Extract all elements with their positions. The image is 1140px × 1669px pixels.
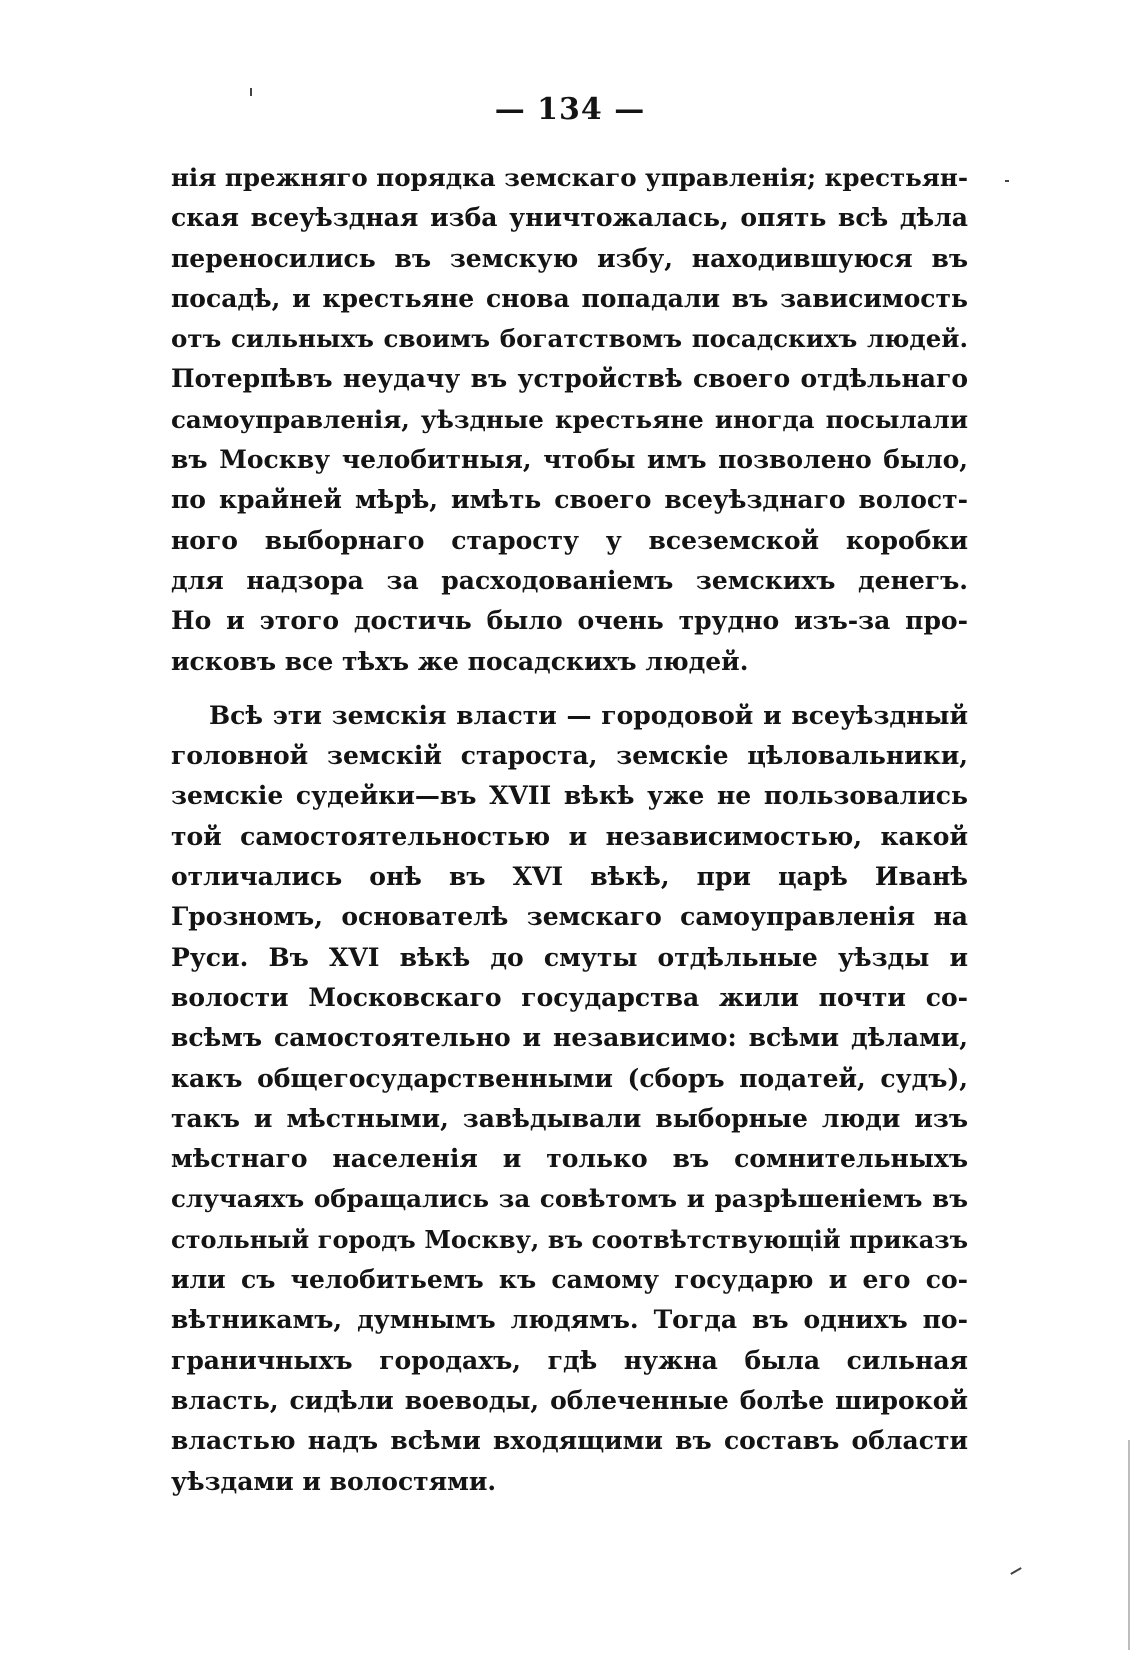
paragraph-2 — [171, 696, 968, 1502]
page-number: — 134 — — [494, 92, 646, 127]
text-line: отъ сильныхъ своимъ богатствомъ посадскихъ людей. — [171, 324, 968, 354]
text-line: Грозномъ, основателѣ земскаго самоуправленія на — [171, 902, 968, 932]
text-line: Руси. Въ XVI вѣкѣ до смуты отдѣльные уѣзды и — [171, 942, 968, 972]
text-line: случаяхъ обращались за совѣтомъ и разрѣшеніемъ въ — [171, 1184, 968, 1214]
text-line: той самостоятельностью и независимостью, какой — [171, 821, 968, 851]
text-line: самоуправленія, уѣздные крестьяне иногда посылали — [171, 404, 968, 434]
text-line: Но и этого достичь было очень трудно изъ-за про- — [171, 606, 968, 636]
text-line: ного выборнаго старосту у всеземской коробки — [171, 525, 968, 555]
paragraph-1 — [171, 158, 968, 682]
text-line: переносились въ земскую избу, находившуюся въ — [171, 243, 968, 273]
scan-speck — [1010, 1567, 1021, 1575]
text-line: уѣздами и волостями. — [171, 1466, 497, 1496]
text-line: нія прежняго порядка земскаго управленія; крестьян- — [171, 163, 968, 192]
paragraph-gap — [171, 682, 968, 696]
text-line: какъ общегосударственными (сборъ податей, судъ), — [171, 1063, 968, 1093]
text-line: властью надъ всѣми входящими въ составъ области — [171, 1426, 968, 1456]
text-line: власть, сидѣли воеводы, облеченные болѣе широкой — [171, 1385, 968, 1415]
text-line: земскіе судейки—въ XVII вѣкѣ уже не пользовались — [171, 781, 968, 811]
scan-speck — [1005, 180, 1009, 182]
text-line: граничныхъ городахъ, гдѣ нужна была сильная — [171, 1345, 968, 1375]
text-line: отличались онѣ въ XVI вѣкѣ, при царѣ Иванѣ — [171, 862, 968, 892]
text-line: стольный городъ Москву, въ соотвѣтствующій приказъ — [171, 1224, 968, 1254]
text-line: волости Московскаго государства жили почти со- — [171, 982, 968, 1012]
text-line: Потерпѣвъ неудачу въ устройствѣ своего отдѣльнаго — [171, 364, 968, 394]
text-line: такъ и мѣстными, завѣдывали выборные люди изъ — [171, 1103, 968, 1133]
scan-speck — [250, 88, 252, 96]
text-line: для надзора за расходованіемъ земскихъ денегъ. — [171, 565, 968, 595]
body-text — [171, 158, 968, 1502]
text-line: по крайней мѣрѣ, имѣть своего всеуѣзднаго волост- — [171, 485, 968, 515]
text-line: въ Москву челобитныя, чтобы имъ позволено было, — [171, 445, 968, 475]
text-line: Всѣ эти земскія власти — городовой и всеуѣздный — [209, 700, 968, 730]
text-line: посадѣ, и крестьяне снова попадали въ зависимость — [171, 283, 968, 313]
text-line: головной земскій староста, земскіе цѣловальники, — [171, 741, 968, 771]
text-line: исковъ все тѣхъ же посадскихъ людей. — [171, 646, 749, 676]
text-line: вѣтникамъ, думнымъ людямъ. Тогда въ однихъ по- — [171, 1305, 968, 1335]
text-line: мѣстнаго населенія и только въ сомнительныхъ — [171, 1144, 968, 1174]
text-line: ская всеуѣздная изба уничтожалась, опять всѣ дѣла — [171, 203, 968, 233]
text-line: всѣмъ самостоятельно и независимо: всѣми дѣлами, — [171, 1023, 968, 1053]
text-line: или съ челобитьемъ къ самому государю и его со- — [171, 1265, 968, 1295]
page-edge-shadow — [1128, 1440, 1130, 1650]
